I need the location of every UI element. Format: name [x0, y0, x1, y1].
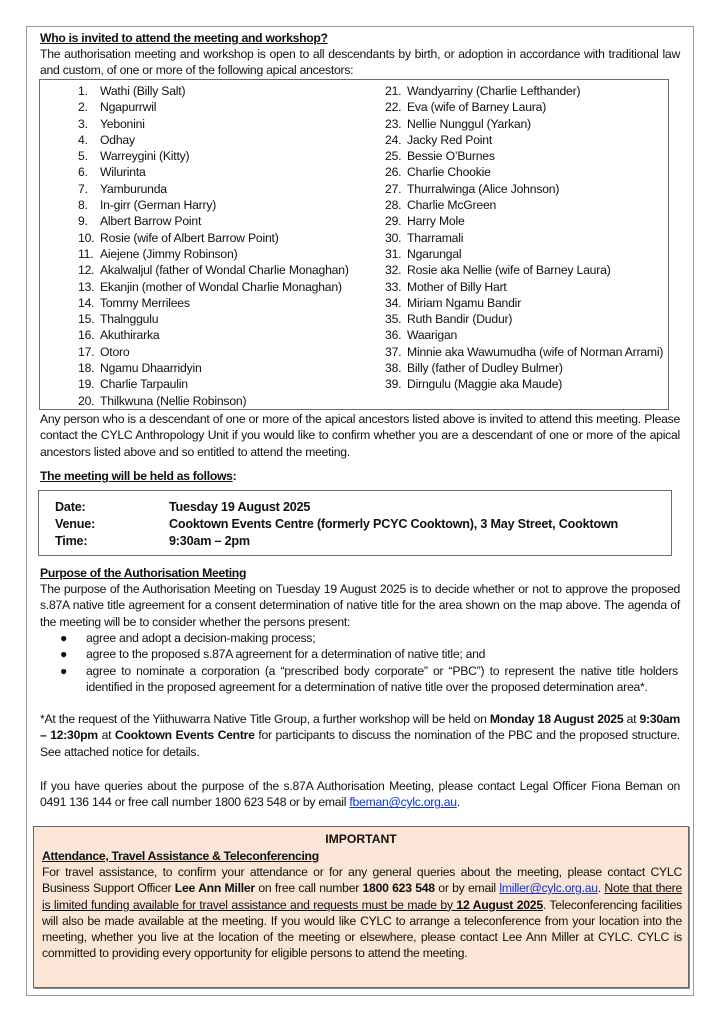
ancestor-number: 30. [385, 230, 402, 245]
ancestor-number: 5. [78, 149, 88, 164]
attendance-text: . [597, 881, 605, 896]
time-value: 9:30am – 2pm [169, 534, 250, 548]
ancestor-name: Ngapurrwil [100, 100, 157, 115]
ancestor-list-item [385, 344, 665, 360]
attendance-text: or by email [434, 881, 500, 896]
ancestor-list-item [78, 311, 378, 327]
ancestor-name: Tharramali [407, 230, 464, 245]
ancestor-list-item [78, 344, 378, 360]
ancestor-list-box [39, 79, 669, 410]
ancestor-list-left [78, 83, 378, 409]
ancestor-number: 24. [385, 132, 402, 147]
workshop-text: for participants to discuss the nomination of the PBC and the proposed structure. See attached notice for details. [40, 728, 681, 759]
agenda-list [60, 630, 678, 695]
ancestor-number: 8. [78, 198, 88, 213]
ancestor-number: 33. [385, 279, 402, 294]
request-deadline: 12 August 2025 [456, 897, 543, 912]
ancestor-list-item [78, 148, 378, 164]
ancestor-name: In-girr (German Harry) [100, 198, 217, 213]
ancestor-list-item [385, 262, 665, 278]
ancestor-name: Yamburunda [100, 181, 167, 196]
ancestor-name: Thilkwuna (Nellie Robinson) [100, 393, 247, 408]
bullet-icon: ● [60, 647, 68, 662]
ancestor-number: 36. [385, 328, 402, 343]
venue-value: Cooktown Events Centre (formerly PCYC Cooktown), 3 May Street, Cooktown [169, 517, 619, 531]
legal-officer-email-link[interactable]: fbeman@cylc.org.au [349, 795, 457, 810]
ancestor-list-item [78, 181, 378, 197]
ancestor-name: Albert Barrow Point [100, 214, 202, 229]
meeting-heading-colon: : [232, 469, 237, 483]
attendance-text: on free call number [254, 881, 363, 896]
ancestor-list-item [385, 246, 665, 262]
ancestor-list-item [385, 279, 665, 295]
ancestor-list-item [78, 360, 378, 376]
ancestor-number: 7. [78, 181, 88, 196]
ancestor-name: Eva (wife of Barney Laura) [407, 100, 547, 115]
ancestor-name: Akalwaljul (father of Wondal Charlie Monaghan) [100, 263, 349, 278]
ancestor-list-item [78, 327, 378, 343]
workshop-date: Monday 18 August 2025 [489, 712, 624, 726]
descendant-note: Any person who is a descendant of one or more of the apical ancestors listed above is invited to attend this meeting. Please contact the CYLC Anthropology Unit if you would like to confirm whether you are a descendant of one or more of the apical ancestors listed above and so entitled to attend the meeting. [40, 412, 680, 459]
ancestor-name: Ngarungal [407, 246, 462, 261]
agenda-item-text: agree to nominate a corporation (a “prescribed body corporate” or “PBC”) to represent the native title holders identified in the proposed agreement for a determination of native title over the proposed determination area*. [86, 663, 678, 694]
attendance-heading: Attendance, Travel Assistance & Teleconferencing [42, 849, 319, 863]
ancestor-list-item [78, 246, 378, 262]
workshop-text: *At the request of the Yiithuwarra Native Title Group, a further workshop will be held on [40, 712, 490, 726]
ancestor-list-item [78, 262, 378, 278]
important-title: IMPORTANT [325, 832, 397, 846]
important-box [33, 826, 689, 988]
ancestor-number: 19. [78, 377, 95, 392]
ancestor-number: 29. [385, 214, 402, 229]
ancestor-number: 31. [385, 246, 402, 261]
ancestor-list-item [385, 295, 665, 311]
ancestor-name: Mother of Billy Hart [407, 279, 507, 294]
ancestor-number: 25. [385, 149, 402, 164]
ancestor-list-item [78, 393, 378, 409]
ancestor-number: 10. [78, 230, 95, 245]
agenda-item [60, 630, 678, 646]
ancestor-number: 11. [78, 246, 94, 261]
ancestor-number: 28. [385, 198, 402, 213]
ancestor-list-item [78, 83, 378, 99]
ancestor-name: Otoro [100, 344, 130, 359]
ancestor-name: Harry Mole [407, 214, 465, 229]
ancestor-number: 32. [385, 263, 402, 278]
agenda-item [60, 663, 678, 696]
ancestor-number: 38. [385, 361, 402, 376]
ancestor-number: 37. [385, 344, 402, 359]
ancestor-name: Wathi (Billy Salt) [100, 84, 186, 98]
ancestor-list-item [78, 132, 378, 148]
ancestor-number: 39. [385, 377, 402, 392]
ancestor-name: Yebonini [100, 116, 145, 131]
purpose-intro: The purpose of the Authorisation Meeting on Tuesday 19 August 2025 is to decide whether or not to approve the proposed s.87A native title agreement for a consent determination of native title for the area shown on the map above. The agenda of the meeting will be to consider whether the persons present: [40, 582, 680, 629]
time-label: Time: [55, 534, 88, 548]
ancestor-name: Jacky Red Point [407, 132, 493, 147]
invite-intro: The authorisation meeting and workshop is open to all descendants by birth, or adoption in accordance with traditional law and custom, of one or more of the following apical ancestors: [40, 47, 680, 78]
ancestor-name: Waarigan [407, 328, 458, 343]
ancestor-name: Ngamu Dhaarridyin [100, 361, 202, 376]
queries-end: . [456, 795, 460, 810]
ancestor-list-item [385, 360, 665, 376]
ancestor-number: 9. [78, 214, 88, 229]
ancestor-name: Bessie O’Burnes [407, 149, 495, 164]
ancestor-list-right [385, 83, 665, 393]
ancestor-number: 26. [385, 165, 402, 180]
agenda-item [60, 646, 678, 662]
venue-label: Venue: [55, 517, 96, 531]
ancestor-list-item [385, 197, 665, 213]
workshop-note [40, 711, 680, 760]
date-value: Tuesday 19 August 2025 [169, 500, 311, 514]
workshop-text: at [623, 712, 640, 726]
ancestor-number: 1. [78, 84, 88, 98]
ancestor-list-item [385, 99, 665, 115]
ancestor-number: 27. [385, 181, 402, 196]
ancestor-name: Warreygini (Kitty) [100, 149, 190, 164]
ancestor-number: 22. [385, 100, 402, 115]
ancestor-name: Tommy Merrilees [100, 295, 190, 310]
ancestor-number: 14. [78, 295, 95, 310]
ancestor-list-item [78, 116, 378, 132]
ancestor-number: 35. [385, 312, 402, 327]
agenda-item-text: agree to the proposed s.87A agreement for a determination of native title; and [86, 647, 486, 662]
ancestor-list-item [78, 230, 378, 246]
ancestor-number: 23. [385, 116, 402, 131]
ancestor-name: Rosie aka Nellie (wife of Barney Laura) [407, 263, 611, 278]
bullet-icon: ● [60, 663, 68, 678]
ancestor-name: Billy (father of Dudley Bulmer) [407, 361, 563, 376]
meeting-details-box [38, 490, 672, 556]
ancestor-list-item [385, 164, 665, 180]
ancestor-list-item [385, 83, 665, 99]
queries-text: If you have queries about the purpose of the s.87A Authorisation Meeting, please contact Legal Officer Fiona Beman on 0491 136 144 or free call number 1800 623 548 or by email [40, 779, 680, 810]
ancestor-list-item [385, 148, 665, 164]
ancestor-number: 12. [78, 263, 95, 278]
ancestor-name: Odhay [100, 132, 135, 147]
ancestor-list-item [385, 230, 665, 246]
ancestor-name: Ekanjin (mother of Wondal Charlie Monaghan) [100, 279, 342, 294]
ancestor-list-item [385, 327, 665, 343]
ancestor-number: 6. [78, 165, 88, 180]
teleconference-text: . Teleconferencing facilities will also be made available at the meeting. If you would like CYLC to arrange a teleconference from your location into the meeting, whether you live at the location of the meeting or elsewhere, please contact Lee Ann Miller at CYLC. CYLC is committed to providing every opportunity for eligible persons to attend the meeting. [42, 897, 683, 961]
workshop-time: 9:30am – 12:30pm [40, 712, 680, 743]
funding-note: Note that there is limited funding available for travel assistance and requests must be made by [42, 881, 683, 912]
ancestor-name: Rosie (wife of Albert Barrow Point) [100, 230, 279, 245]
ancestor-list-item [385, 311, 665, 327]
ancestor-number: 13. [78, 279, 95, 294]
ancestor-list-item [78, 197, 378, 213]
meeting-venue-row [55, 515, 618, 533]
ancestor-name: Dirngulu (Maggie aka Maude) [407, 377, 563, 392]
ancestor-number: 18. [78, 361, 95, 376]
ancestor-name: Nellie Nunggul (Yarkan) [407, 116, 531, 131]
ancestor-name: Aiejene (Jimmy Robinson) [100, 246, 238, 261]
ancestor-number: 15. [78, 312, 95, 327]
ancestor-list-item [385, 181, 665, 197]
ancestor-list-item [385, 213, 665, 229]
ancestor-name: Charlie Chookie [407, 165, 491, 180]
ancestor-name: Thalnggulu [100, 312, 159, 327]
ancestor-list-item [385, 376, 665, 392]
agenda-item-text: agree and adopt a decision-making process; [86, 631, 316, 645]
contact-phone: 1800 623 548 [362, 881, 435, 896]
ancestor-list-item [78, 279, 378, 295]
ancestor-list-item [78, 164, 378, 180]
workshop-venue: Cooktown Events Centre [114, 728, 255, 743]
ancestor-number: 17. [78, 344, 95, 359]
ancestor-name: Wilurinta [100, 165, 146, 180]
bullet-icon: ● [60, 631, 68, 645]
ancestor-number: 20. [78, 393, 95, 408]
ancestor-list-item [385, 132, 665, 148]
ancestor-name: Thurralwinga (Alice Johnson) [407, 181, 560, 196]
meeting-heading-text: The meeting will be held as follows [40, 469, 233, 483]
invite-heading: Who is invited to attend the meeting and workshop? [40, 31, 328, 45]
ancestor-number: 16. [78, 328, 95, 343]
ancestor-list-item [385, 116, 665, 132]
ancestor-name: Akuthirarka [100, 328, 160, 343]
ancestor-number: 3. [78, 116, 88, 131]
ancestor-name: Miriam Ngamu Bandir [407, 295, 522, 310]
ancestor-number: 2. [78, 100, 88, 115]
ancestor-name: Ruth Bandir (Dudur) [407, 312, 513, 327]
date-label: Date: [55, 500, 86, 514]
ancestor-name: Wandyarriny (Charlie Lefthander) [407, 84, 581, 98]
ancestor-name: Charlie McGreen [407, 198, 497, 213]
queries-paragraph [40, 778, 680, 811]
ancestor-list-item [78, 99, 378, 115]
support-officer-email-link[interactable]: lmiller@cylc.org.au [499, 881, 598, 896]
ancestor-list-item [78, 295, 378, 311]
ancestor-number: 21. [385, 84, 402, 98]
ancestor-list-item [78, 213, 378, 229]
attendance-text: For travel assistance, to confirm your attendance or for any general queries about the meeting, please contact CYLC Business Support Officer [42, 865, 682, 896]
contact-name: Lee Ann Miller [174, 881, 255, 896]
meeting-date-row [55, 498, 310, 516]
ancestor-name: Charlie Tarpaulin [100, 377, 188, 392]
attendance-paragraph [42, 864, 682, 962]
meeting-time-row [55, 532, 250, 550]
ancestor-number: 34. [385, 295, 402, 310]
workshop-text: at [97, 728, 115, 743]
ancestor-number: 4. [78, 132, 88, 147]
ancestor-name: Minnie aka Wawumudha (wife of Norman Arrami) [407, 344, 664, 359]
ancestor-list-item [78, 376, 378, 392]
meeting-heading [40, 468, 236, 484]
purpose-heading: Purpose of the Authorisation Meeting [40, 566, 247, 580]
